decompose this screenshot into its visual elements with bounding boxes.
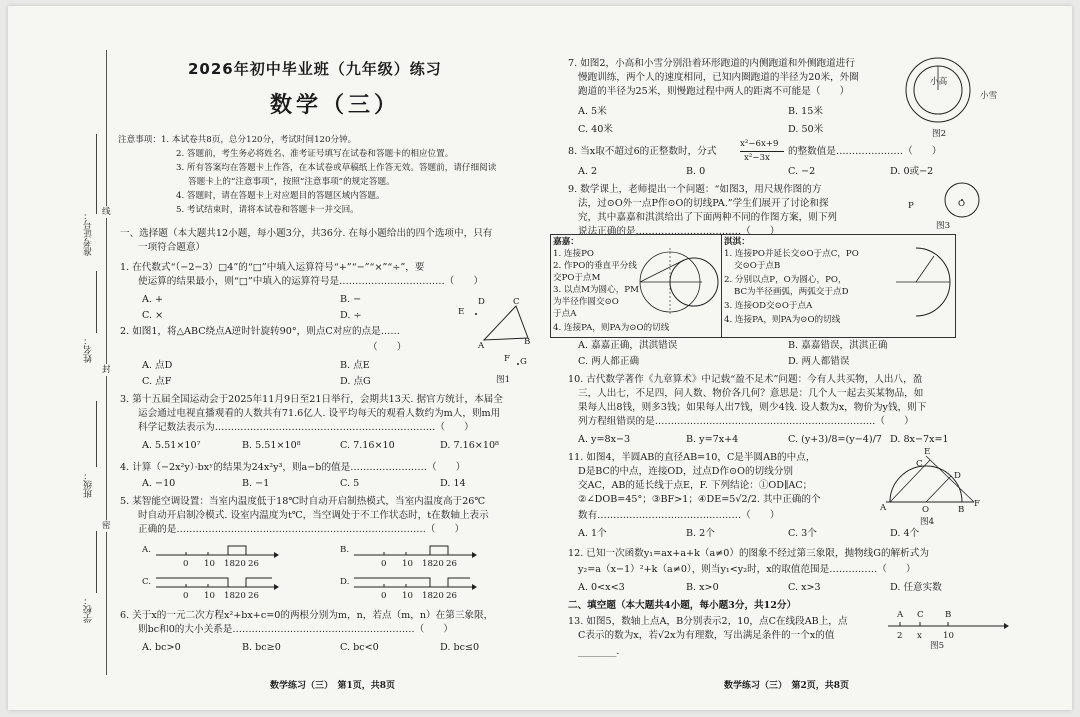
q12-text: y₂=a（x−1）²+k（a≠0），则当y₁<y₂时，x的取值范围是……………（ ）	[578, 564, 916, 575]
q10-text: 10. 古代数学著作《九章算术》中记载“盈不足术”问题：今有人共买物，人出八，盈	[568, 374, 923, 385]
q10-text: 三，人出七，不足四，问人数、物价各几何？意思是：几个人一起去买某物品，如	[578, 388, 924, 399]
q8-option-a: A. 2	[578, 166, 598, 177]
q11-text: D是BC的中点，连接OD，过点D作⊙O的切线分别	[578, 466, 793, 477]
exam-title: 2026年初中毕业班（九年级）练习	[188, 60, 442, 78]
q2-option-d: D. 点G	[340, 376, 371, 387]
qiqi-step: 3. 连接OD交⊙O于点A	[724, 301, 813, 311]
qiqi-step: 交⊙O于点B	[734, 261, 781, 271]
fig4-label-b: B	[958, 505, 965, 515]
fig4-label-f: F	[974, 499, 980, 509]
q9-option-b: B. 嘉嘉错误，淇淇正确	[788, 340, 888, 351]
fig4-label-o: O	[922, 505, 930, 515]
q3-text: 运会通过电视直播观看的人数共有71.6亿人. 设平均每天的观看人数约为m人，则m用	[138, 408, 501, 419]
q11-option-a: A. 1个	[578, 528, 607, 539]
q7-option-b: B. 15米	[788, 106, 823, 117]
label-zhunkao: 准考证号：	[84, 211, 94, 256]
note-line: 2. 答题前，考生务必将姓名、准考证号填写在试卷和答题卡的相应位置。	[176, 149, 454, 159]
jiajia-step: 1. 连接PO	[553, 249, 594, 259]
fig4-caption: 图4	[920, 517, 935, 527]
fig5-label-c: C	[917, 610, 924, 620]
q10-option-d: D. 8x−7x=1	[890, 434, 949, 445]
q4-text: 4. 计算（−2x²y）·bxʸ的结果为24x²y³，则a−b的值是……………………（ ）	[120, 462, 466, 473]
q12-option-c: C. x>3	[788, 582, 821, 593]
q5b-tick-26: 26	[446, 559, 457, 569]
seal-char-feng: 封	[102, 365, 111, 375]
q9-option-d: D. 两人都错误	[788, 356, 850, 367]
q5d-tick-1820: 1820	[422, 591, 444, 601]
q1-text: 使运算的结果最小，则“□”中填入的运算符号是……………………………（ ）	[138, 276, 484, 287]
page-2-footer: 数学练习（三） 第2页，共8页	[724, 681, 850, 691]
fig4-label-d: D	[954, 471, 961, 481]
q2-paren: （ ）	[368, 342, 407, 353]
note-line: 答题卡上的“注意事项”，按照“注意事项”的规定答题。	[188, 177, 395, 187]
label-xuexiao: 学校：	[84, 596, 94, 623]
jiajia-step: 交PO于点M	[553, 273, 601, 283]
jiajia-step: 为半径作圆交⊙O	[553, 297, 619, 307]
exam-subtitle: 数学（三）	[270, 93, 401, 118]
fig4-label-a: A	[880, 503, 887, 513]
q7-text: 慢跑训练，两个人的速度相同，已知内圈跑道的半径为20米，外圈	[578, 72, 859, 83]
jiajia-construction-figure	[636, 242, 720, 322]
q9-text: 9. 数学课上，老师提出一个问题：“如图3，用尺规作图的方	[568, 184, 822, 195]
q10-option-b: B. y=7x+4	[686, 434, 739, 445]
note-line: 3. 所有答案均在答题卡上作答，在本试卷或草稿纸上作答无效。答题前，请仔细阅读	[176, 163, 497, 173]
qiqi-step: 2. 分别以点P，O为圆心，PO，	[724, 275, 847, 285]
q5-option-a: A.	[142, 545, 151, 555]
q6-text: 则bc和0的大小关系是…………………………………………………（ ）	[138, 624, 454, 635]
q12-option-b: B. x>0	[686, 582, 719, 593]
section-1-heading: 一、选择题（本大题共12小题，每小题3分，共36分. 在每小题给出的四个选项中，只有	[120, 228, 493, 239]
q13-answer-blank[interactable]: ________.	[578, 646, 620, 657]
q1-option-b: B. −	[340, 294, 362, 305]
q10-text: 果每人出8钱，则多3钱；如果每人出7钱，则少4钱. 设人数为x，物价为y钱，则下	[578, 402, 927, 413]
q2-option-c: C. 点F	[142, 376, 172, 387]
page-2	[544, 6, 1072, 710]
q5b-tick-1820: 1820	[422, 559, 444, 569]
qiqi-construction-figure	[894, 242, 954, 322]
note-line: 4. 答题时，请在答题卡上对应题目的答题区域内答题。	[176, 191, 385, 201]
figure-4-semicircle	[884, 452, 976, 508]
fig5-label-a: A	[897, 610, 904, 620]
q5d-tick-26: 26	[446, 591, 457, 601]
q7-option-a: A. 5米	[578, 106, 607, 117]
jiajia-step: 4. 连接PA，则PA为⊙O的切线	[553, 323, 670, 333]
fig1-label-b: B	[524, 337, 531, 347]
q1-option-a: A. +	[142, 294, 164, 305]
fig5-value-10: 10	[943, 631, 954, 641]
fig4-label-c: C	[916, 459, 923, 469]
q8-tail: 的整数值是…………………（ ）	[788, 146, 942, 157]
q6-text: 6. 关于x的一元二次方程x²+bx+c=0的两根分别为m，n，若点（m，n）在第三象限，	[120, 610, 494, 621]
q1-option-c: C. ×	[142, 310, 164, 321]
fig3-label-o: O	[958, 199, 966, 209]
q10-text: 列方程组错误的是……………………………………………………………（ ）	[578, 416, 914, 427]
q5d-tick-0: 0	[381, 591, 387, 601]
q5-option-c: C.	[142, 577, 152, 587]
q5d-tick-10: 10	[402, 591, 413, 601]
q5a-tick-0: 0	[183, 559, 189, 569]
q11-text: 数有………………………………………（ ）	[578, 510, 780, 521]
q5-numberline-d	[354, 576, 474, 590]
fig1-label-c: C	[513, 297, 520, 307]
q11-option-c: C. 3个	[788, 528, 817, 539]
qiqi-heading: 淇淇：	[724, 237, 750, 247]
fig1-label-f: F	[504, 354, 510, 364]
q11-text: ②∠DOB=45°；③BF>1；④DE=5√2/2. 其中正确的个	[578, 494, 821, 505]
qiqi-step: 4. 连接PA，则PA为⊙O的切线	[724, 315, 841, 325]
q1-text: 1. 在代数式“（−2−3）□4”的“□”中填入运算符号“+”“−”“×”“÷”，要	[120, 262, 425, 273]
q12-option-d: D. 任意实数	[890, 582, 942, 593]
q2-option-b: B. 点E	[340, 360, 370, 371]
fig2-caption: 图2	[932, 129, 947, 139]
q12-option-a: A. 0<x<3	[578, 582, 625, 593]
q8-option-b: B. 0	[686, 166, 706, 177]
fig2-label-xue: 小雪	[980, 91, 998, 101]
q5a-tick-10: 10	[204, 559, 215, 569]
fig4-label-e: E	[924, 447, 931, 457]
q5b-tick-0: 0	[381, 559, 387, 569]
fig1-label-e: E	[458, 307, 465, 317]
fig1-label-a: A	[478, 341, 485, 351]
q5b-tick-10: 10	[402, 559, 413, 569]
fig1-label-d: D	[478, 297, 485, 307]
label-xingming: 姓名：	[84, 336, 94, 363]
fig5-label-b: B	[945, 610, 952, 620]
q5-numberline-c	[156, 576, 276, 590]
q8-text: 8. 当x取不超过6的正整数时，分式	[568, 146, 717, 157]
q2-option-a: A. 点D	[142, 360, 173, 371]
q7-option-c: C. 40米	[578, 124, 613, 135]
q5-text: 5. 某智能空调设置：当室内温度低于18℃时自动开启制热模式，当室内温度高于26℃	[120, 496, 486, 507]
seal-char-xian: 线	[102, 207, 111, 217]
fig1-label-g: G	[520, 357, 527, 367]
figure-2-track	[904, 56, 974, 126]
q5a-tick-1820: 1820	[224, 559, 246, 569]
q7-text: 7. 如图2，小高和小雪分别沿着环形跑道的内侧跑道和外侧跑道进行	[568, 58, 855, 69]
q3-text: 3. 第十五届全国运动会于2025年11月9日至21日举行，会期共13天. 据官方统计，本届全	[120, 394, 503, 405]
q5a-tick-26: 26	[248, 559, 259, 569]
q11-option-b: B. 2个	[686, 528, 715, 539]
q9-option-c: C. 两人都正确	[578, 356, 640, 367]
q11-text: 11. 如图4，半圆AB的直径AB=10，C是半圆AB的中点，	[568, 452, 816, 463]
xingming-underline	[96, 271, 97, 333]
fig3-label-p: P	[908, 201, 914, 211]
zhunkao-underline	[96, 134, 97, 214]
seal-char-mi: 密	[102, 521, 111, 531]
jiajia-step: 3. 以点M为圆心，PM	[553, 285, 639, 295]
q3-option-d: D. 7.16×10⁸	[440, 440, 499, 451]
page-1-footer: 数学练习（三） 第1页，共8页	[270, 681, 396, 691]
q5-numberline-b	[354, 544, 474, 558]
section-2-heading: 二、填空题（本大题共4小题，每小题3分，共12分）	[568, 600, 797, 611]
q13-text: C表示的数为x，若√2x为有理数，写出满足条件的一个x的值	[578, 630, 835, 641]
section-1-heading-cont: 一项符合题意）	[138, 242, 206, 253]
q8-option-d: D. 0或−2	[890, 166, 934, 177]
q9-text: 究，其中嘉嘉和淇淇给出了下面两种不同的作图方案，则下列	[578, 212, 838, 223]
fig5-caption: 图5	[930, 641, 945, 651]
note-line: 注意事项：1. 本试卷共8页，总分120分，考试时间120分钟。	[118, 135, 357, 145]
q5c-tick-1820: 1820	[224, 591, 246, 601]
fig3-caption: 图3	[936, 221, 951, 231]
q6-option-d: D. bc≤0	[440, 642, 480, 653]
q4-option-d: D. 14	[440, 478, 466, 489]
q13-text: 13. 如图5，数轴上点A，B分别表示2，10，点C在线段AB上，点	[568, 616, 848, 627]
q5-option-d: D.	[340, 577, 350, 587]
q1-option-d: D. ÷	[340, 310, 362, 321]
fig2-label-gao: 小高	[930, 77, 948, 87]
fig5-value-x: x	[917, 631, 922, 641]
exam-sheet	[8, 6, 1072, 710]
jiajia-step: 2. 作PO的垂直平分线	[553, 261, 637, 271]
q8-denominator: x²−3x	[744, 153, 770, 163]
q2-text: 2. 如图1，将△ABC绕点A逆时针旋转90°，则点C对应的点是……	[120, 326, 400, 337]
q5c-tick-26: 26	[248, 591, 259, 601]
q10-option-a: A. y=8x−3	[578, 434, 631, 445]
q4-option-c: C. 5	[340, 478, 360, 489]
qiqi-step: BC为半径画弧，两弧交于点D	[734, 287, 849, 297]
q9-text: 说法正确的是……………………………（ ）	[578, 226, 780, 237]
q5-option-b: B.	[340, 545, 350, 555]
q7-text: 跑道的半径为25米，则慢跑过程中两人的距离不可能是（ ）	[578, 86, 850, 97]
q5-text: 正确的是……………………………………………………………………（ ）	[138, 524, 465, 535]
q8-option-c: C. −2	[788, 166, 816, 177]
q11-option-d: D. 4个	[890, 528, 920, 539]
page-1	[8, 6, 536, 710]
q9-option-a: A. 嘉嘉正确，淇淇错误	[578, 340, 678, 351]
qiqi-step: 1. 连接PO并延长交⊙O于点C，PO	[724, 249, 859, 259]
q11-text: 交AC，AB的延长线于点E，F. 下列结论：①OD∥AC；	[578, 480, 813, 491]
q12-text: 12. 已知一次函数y₁=ax+a+k（a≠0）的图象不经过第三象限，抛物线G的解析式为	[568, 548, 929, 559]
jiajia-step: 于点A	[553, 309, 577, 319]
q3-option-a: A. 5.51×10⁷	[142, 440, 201, 451]
note-line: 5. 考试结束时，请将本试卷和答题卡一并交回。	[176, 205, 359, 215]
q8-numerator: x²−6x+9	[740, 139, 779, 149]
seal-line	[106, 50, 107, 675]
q3-text: 科学记数法表示为……………………………………………………………（ ）	[138, 422, 474, 433]
q5-text: 时自动开启制冷模式. 设室内温度为t℃，当空调处于不工作状态时，t在数轴上表示	[138, 510, 489, 521]
q6-option-c: C. bc<0	[340, 642, 379, 653]
q10-option-c: C. (y+3)/8=(y−4)/7	[788, 434, 882, 445]
fig1-caption: 图1	[496, 375, 511, 385]
q9-text: 法，过⊙O外一点P作⊙O的切线PA.”学生们展开了讨论和探	[578, 198, 829, 209]
q5c-tick-0: 0	[183, 591, 189, 601]
fig5-value-2: 2	[897, 631, 903, 641]
q6-option-b: B. bc≥0	[242, 642, 281, 653]
q4-option-a: A. −10	[142, 478, 176, 489]
q5c-tick-10: 10	[204, 591, 215, 601]
jiajia-heading: 嘉嘉：	[553, 237, 579, 247]
q4-option-b: B. −1	[242, 478, 270, 489]
q5-numberline-a	[156, 544, 276, 558]
q7-option-d: D. 50米	[788, 124, 824, 135]
banji-underline	[96, 401, 97, 467]
q3-option-b: B. 5.51×10⁸	[242, 440, 301, 451]
xuexiao-underline	[96, 531, 97, 593]
q3-option-c: C. 7.16×10	[340, 440, 395, 451]
q9-table-divider	[721, 235, 722, 337]
q6-option-a: A. bc>0	[142, 642, 181, 653]
label-banji: 班级：	[84, 471, 94, 498]
